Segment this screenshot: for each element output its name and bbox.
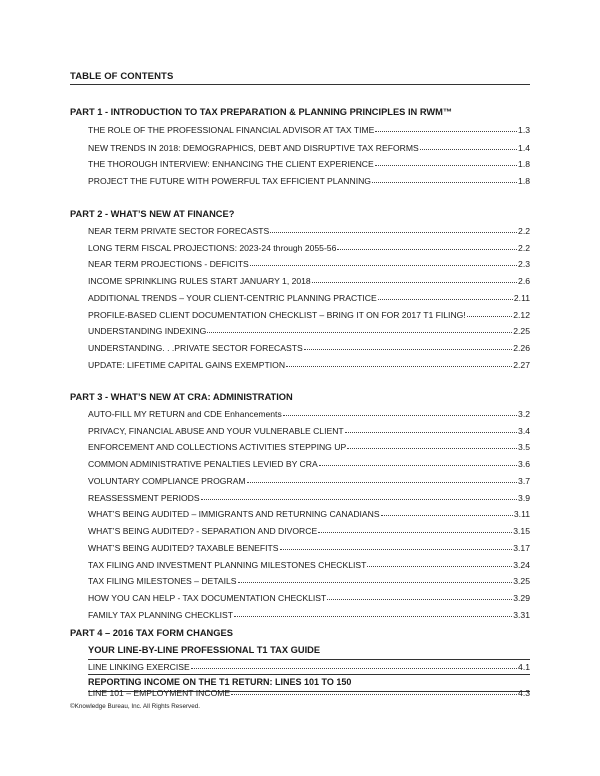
dot-leader: [283, 409, 517, 416]
dot-leader: [247, 476, 517, 483]
dot-leader: [238, 576, 513, 583]
entry-page: 2.26: [513, 343, 530, 353]
entry-label: PRIVACY, FINANCIAL ABUSE AND YOUR VULNERABLE CLIENT: [88, 426, 344, 436]
part-4-title: PART 4 – 2016 TAX FORM CHANGES: [70, 628, 233, 638]
dot-leader: [280, 543, 513, 550]
entry-label: THE THOROUGH INTERVIEW: ENHANCING THE CLIENT EXPERIENCE: [88, 159, 374, 169]
dot-leader: [286, 360, 512, 367]
entry-label: COMMON ADMINISTRATIVE PENALTIES LEVIED BY CRA: [88, 459, 318, 469]
entry-label: WHAT’S BEING AUDITED – IMMIGRANTS AND RETURNING CANADIANS: [88, 509, 380, 519]
section-heading-label: REPORTING INCOME ON THE T1 RETURN: LINES 101 TO 150: [88, 677, 352, 687]
entry-label: NEAR TERM PROJECTIONS - DEFICITS: [88, 259, 249, 269]
entry-label: FAMILY TAX PLANNING CHECKLIST: [88, 610, 234, 620]
toc-entry[interactable]: [88, 610, 530, 620]
part-1-title: PART 1 - INTRODUCTION TO TAX PREPARATION & PLANNING PRINCIPLES IN RWM™: [70, 107, 453, 117]
toc-entry[interactable]: [88, 459, 530, 469]
entry-page: 3.2: [518, 409, 530, 419]
dot-leader: [375, 125, 517, 132]
entry-label: PROJECT THE FUTURE WITH POWERFUL TAX EFFICIENT PLANNING: [88, 176, 371, 186]
entry-label: TAX FILING MILESTONES – DETAILS: [88, 576, 237, 586]
dot-leader: [337, 243, 517, 250]
copyright-footer: ©Knowledge Bureau, Inc. All Rights Reserved.: [70, 703, 200, 710]
entry-label: VOLUNTARY COMPLIANCE PROGRAM: [88, 476, 246, 486]
entry-label: UNDERSTANDING INDEXING: [88, 326, 207, 336]
entry-label: HOW YOU CAN HELP - TAX DOCUMENTATION CHECKLIST: [88, 593, 327, 603]
entry-page: 2.25: [513, 326, 530, 336]
dot-leader: [201, 493, 517, 500]
entry-page: 3.11: [513, 509, 530, 519]
entry-page: 2.2: [518, 243, 530, 253]
toc-entry[interactable]: [88, 662, 530, 672]
entry-page: 1.8: [518, 159, 530, 169]
toc-entry[interactable]: [88, 343, 530, 353]
entry-page: 4.3: [518, 688, 530, 698]
dot-leader: [231, 688, 517, 695]
toc-entry[interactable]: [88, 176, 530, 186]
toc-entry[interactable]: [88, 310, 530, 320]
dot-leader: [347, 442, 517, 449]
entry-page: 2.2: [518, 226, 530, 236]
section-divider: [88, 659, 530, 660]
dot-leader: [378, 293, 513, 300]
entry-page: 3.17: [513, 543, 530, 553]
entry-page: 2.27: [513, 360, 530, 370]
entry-page: 3.9: [518, 493, 530, 503]
entry-page: 2.12: [513, 310, 530, 320]
entry-label: REASSESSMENT PERIODS: [88, 493, 200, 503]
entry-page: 3.24: [513, 560, 530, 570]
dot-leader: [234, 610, 512, 617]
dot-leader: [327, 593, 512, 600]
toc-title: TABLE OF CONTENTS: [70, 71, 530, 85]
toc-entry[interactable]: [88, 560, 530, 570]
entry-label: AUTO-FILL MY RETURN and CDE Enhancements: [88, 409, 282, 419]
entry-label: LONG TERM FISCAL PROJECTIONS: 2023-24 through 2055-56: [88, 243, 337, 253]
dot-leader: [372, 176, 517, 183]
toc-entry[interactable]: [88, 526, 530, 536]
toc-entry[interactable]: [88, 293, 530, 303]
entry-page: 2.6: [518, 276, 530, 286]
entry-label: NEAR TERM PRIVATE SECTOR FORECASTS: [88, 226, 270, 236]
entry-page: 3.4: [518, 426, 530, 436]
entry-label: UPDATE: LIFETIME CAPITAL GAINS EXEMPTION: [88, 360, 286, 370]
part-4-subtitle: YOUR LINE-BY-LINE PROFESSIONAL T1 TAX GUIDE: [88, 645, 321, 655]
dot-leader: [375, 159, 517, 166]
entry-label: ENFORCEMENT AND COLLECTIONS ACTIVITIES STEPPING UP: [88, 442, 347, 452]
dot-leader: [345, 426, 517, 433]
dot-leader: [250, 259, 517, 266]
toc-entry[interactable]: [88, 143, 530, 153]
toc-entry[interactable]: [88, 243, 530, 253]
dot-leader: [319, 459, 517, 466]
entry-page: 2.11: [513, 293, 530, 303]
entry-label: PROFILE-BASED CLIENT DOCUMENTATION CHECKLIST – BRING IT ON FOR 2017 T1 FILING!: [88, 310, 466, 320]
entry-label: WHAT’S BEING AUDITED? - SEPARATION AND DIVORCE: [88, 526, 318, 536]
entry-page: 3.5: [518, 442, 530, 452]
entry-label: LINE 101 – EMPLOYMENT INCOME: [88, 688, 231, 698]
entry-page: 3.25: [513, 576, 530, 586]
dot-leader: [318, 526, 512, 533]
dot-leader: [270, 226, 517, 233]
part-3-title: PART 3 - WHAT’S NEW AT CRA: ADMINISTRATION: [70, 392, 293, 402]
dot-leader: [467, 310, 513, 317]
dot-leader: [381, 509, 513, 516]
toc-entry[interactable]: [88, 543, 530, 553]
entry-page: 4.1: [518, 662, 530, 672]
entry-label: LINE LINKING EXERCISE: [88, 662, 190, 672]
toc-entry[interactable]: [88, 509, 530, 519]
toc-entry[interactable]: [88, 426, 530, 436]
entry-label: ADDITIONAL TRENDS – YOUR CLIENT-CENTRIC PLANNING PRACTICE: [88, 293, 377, 303]
section-heading: [88, 677, 530, 687]
toc-entry[interactable]: [88, 360, 530, 370]
entry-page: 1.4: [518, 143, 530, 153]
entry-label: NEW TRENDS IN 2018: DEMOGRAPHICS, DEBT AND DISRUPTIVE TAX REFORMS: [88, 143, 419, 153]
dot-leader: [367, 560, 512, 567]
toc-entry[interactable]: [88, 226, 530, 236]
toc-entry[interactable]: [88, 259, 530, 269]
entry-label: TAX FILING AND INVESTMENT PLANNING MILESTONES CHECKLIST: [88, 560, 367, 570]
toc-entry[interactable]: [88, 688, 530, 698]
entry-page: 3.7: [518, 476, 530, 486]
toc-entry[interactable]: [88, 409, 530, 419]
entry-page: 1.8: [518, 176, 530, 186]
toc-entry[interactable]: [88, 593, 530, 603]
toc-entry[interactable]: [88, 493, 530, 503]
dot-leader: [304, 343, 513, 350]
section-divider: [88, 674, 530, 675]
entry-page: 1.3: [518, 125, 530, 135]
toc-entry[interactable]: [88, 159, 530, 169]
toc-entry[interactable]: [88, 125, 530, 135]
dot-leader: [420, 143, 517, 150]
entry-page: 3.6: [518, 459, 530, 469]
entry-label: THE ROLE OF THE PROFESSIONAL FINANCIAL ADVISOR AT TAX TIME: [88, 125, 375, 135]
dot-leader: [191, 662, 517, 669]
entry-page: 3.29: [513, 593, 530, 603]
entry-label: WHAT’S BEING AUDITED? TAXABLE BENEFITS: [88, 543, 279, 553]
toc-entry[interactable]: [88, 576, 530, 586]
entry-label: INCOME SPRINKLING RULES START JANUARY 1, 2018: [88, 276, 311, 286]
dot-leader: [312, 276, 517, 283]
entry-page: 3.31: [513, 610, 530, 620]
toc-entry[interactable]: [88, 276, 530, 286]
toc-entry[interactable]: [88, 442, 530, 452]
toc-entry[interactable]: [88, 326, 530, 336]
part-2-title: PART 2 - WHAT’S NEW AT FINANCE?: [70, 209, 235, 219]
toc-entry[interactable]: [88, 476, 530, 486]
entry-label: UNDERSTANDING. . .PRIVATE SECTOR FORECASTS: [88, 343, 303, 353]
dot-leader: [207, 326, 512, 333]
entry-page: 2.3: [518, 259, 530, 269]
entry-page: 3.15: [513, 526, 530, 536]
